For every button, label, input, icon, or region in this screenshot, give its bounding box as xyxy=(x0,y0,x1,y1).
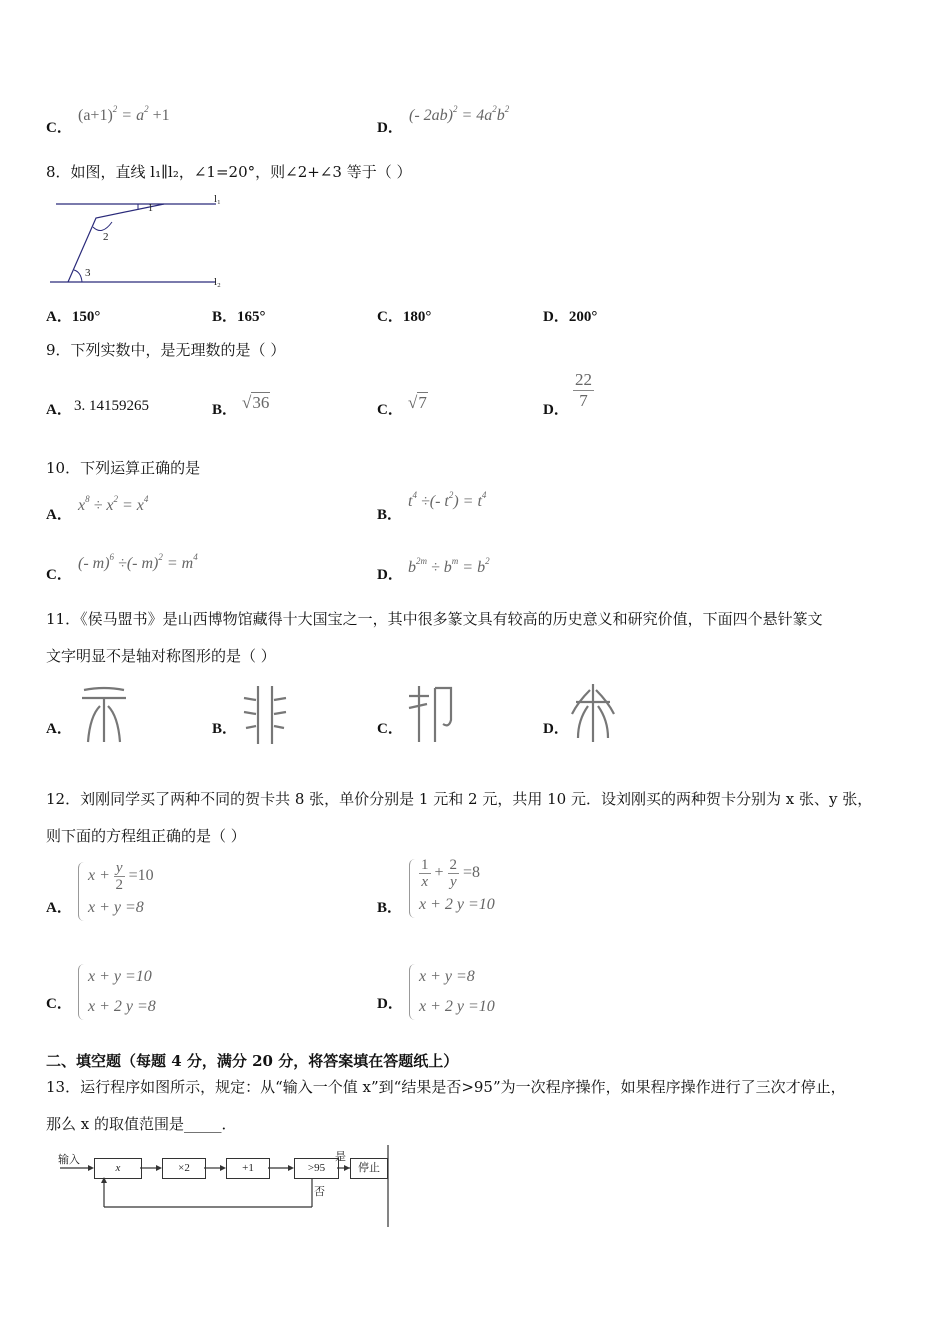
q10-option-b-label: B． xyxy=(377,507,403,523)
q12-option-a-system: x + $\frac{y}{2}$ =10 x + y =8 xyxy=(78,860,154,923)
seal-character-c-icon xyxy=(405,680,457,746)
q13-stem-line2: 那么 x 的取值范围是_____． xyxy=(46,1115,237,1133)
q11-option-c-label: C． xyxy=(377,721,403,737)
q7-option-c-label: C． xyxy=(46,120,72,136)
q13-flowchart xyxy=(48,1145,393,1230)
q11-option-d-label: D． xyxy=(543,721,569,737)
angle-3-label: 3 xyxy=(85,267,91,279)
q8-option-c: C．180° xyxy=(377,309,432,325)
q12-option-b-system: $\frac{1}{x}$ + $\frac{2}{y}$ =8 x + 2 y =10 xyxy=(409,857,495,920)
flow-box-compare: >95 xyxy=(294,1158,339,1179)
seal-character-b-icon xyxy=(240,682,290,746)
q9-stem: 9．下列实数中，是无理数的是（ ） xyxy=(46,341,286,359)
q11-option-b-label: B． xyxy=(212,721,238,737)
q9-option-c-sqrt: √7 xyxy=(408,393,427,412)
flow-box-x: x xyxy=(94,1158,142,1179)
flow-input-label: 输入 xyxy=(58,1153,80,1166)
q12-stem-line1: 12．刘刚同学买了两种不同的贺卡共 8 张，单价分别是 1 元和 2 元，共用 10 元．设刘刚买的两种贺卡分别为 x 张、y 张， xyxy=(46,790,873,808)
q10-option-a-formula: $x^8 \div x^2 = x^4$ xyxy=(78,494,149,514)
flow-yes-label: 是 xyxy=(335,1150,346,1163)
flow-box-multiply: ×2 xyxy=(162,1158,206,1179)
q7-option-d-label: D． xyxy=(377,120,403,136)
seal-character-a-icon xyxy=(78,684,130,746)
q7-option-d-formula: (- $2ab)^2 = 4a^2b^2$ xyxy=(409,104,510,124)
q11-stem-line1: 11．《侯马盟书》是山西博物馆藏得十大国宝之一，其中很多篆文具有较高的历史意义和研究价值，下面四个悬针篆文 xyxy=(46,610,823,628)
q10-stem: 10．下列运算正确的是 xyxy=(46,459,201,477)
q12-option-a-label: A． xyxy=(46,900,72,916)
seal-character-d-icon xyxy=(568,680,618,746)
section2-heading: 二、填空题（每题 4 分，满分 20 分，将答案填在答题纸上） xyxy=(46,1052,459,1070)
q8-option-b: B．165° xyxy=(212,309,266,325)
q9-option-a-value: 3. 14159265 xyxy=(74,398,149,414)
angle-2-arc xyxy=(93,222,112,231)
q10-option-a-label: A． xyxy=(46,507,72,523)
q10-option-c-label: C． xyxy=(46,567,72,583)
broken-line xyxy=(68,204,164,282)
q11-stem-line2: 文字明显不是轴对称图形的是（ ） xyxy=(46,647,276,665)
q8-stem: 8．如图，直线 l₁∥l₂，∠1=20°，则∠2+∠3 等于（ ） xyxy=(46,163,412,181)
q8-option-d: D．200° xyxy=(543,309,598,325)
flow-no-label: 否 xyxy=(314,1185,325,1198)
q12-option-d-system: x + y =8 x + 2 y =10 xyxy=(409,962,495,1022)
q9-option-b-label: B． xyxy=(212,402,238,418)
q12-stem-line2: 则下面的方程组正确的是（ ） xyxy=(46,827,246,845)
q8-option-a: A．150° xyxy=(46,309,101,325)
q11-option-a-label: A． xyxy=(46,721,72,737)
q7-option-c-formula: $(a+1)^2 = a^2 +1$ xyxy=(78,104,170,124)
q10-option-d-formula: $b^{2m} \div b^m = b^2$ xyxy=(408,556,490,576)
angle-1-label: 1 xyxy=(148,203,153,214)
q10-option-c-formula: (- m)$^6$ ÷(- $m)^2 = m^4$ xyxy=(78,552,198,572)
q9-option-d-label: D． xyxy=(543,402,569,418)
q12-option-c-label: C． xyxy=(46,996,72,1012)
q10-option-b-formula: $t^4$ ÷(- $t^2) = t^4$ xyxy=(408,490,487,510)
angle-3-arc xyxy=(74,270,82,282)
flow-box-add: +1 xyxy=(226,1158,270,1179)
q9-option-a-label: A． xyxy=(46,402,72,418)
q12-option-d-label: D． xyxy=(377,996,403,1012)
q9-option-b-sqrt: √36 xyxy=(242,393,270,412)
q12-option-b-label: B． xyxy=(377,900,403,916)
q13-stem-line1: 13．运行程序如图所示，规定：从“输入一个值 x”到“结果是否>95”为一次程序操作，如果程序操作进行了三次才停止， xyxy=(46,1078,846,1096)
angle-2-label: 2 xyxy=(103,231,109,243)
l1-label: l₁ xyxy=(214,193,221,205)
q10-option-d-label: D． xyxy=(377,567,403,583)
q9-option-c-label: C． xyxy=(377,402,403,418)
l2-label: l₂ xyxy=(214,276,221,288)
flow-box-stop: 停止 xyxy=(350,1158,388,1179)
q9-option-d-fraction: $\frac{22}{7}$ xyxy=(575,370,592,410)
q12-option-c-system: x + y =10 x + 2 y =8 xyxy=(78,962,156,1022)
q8-parallel-lines-figure xyxy=(46,190,236,290)
